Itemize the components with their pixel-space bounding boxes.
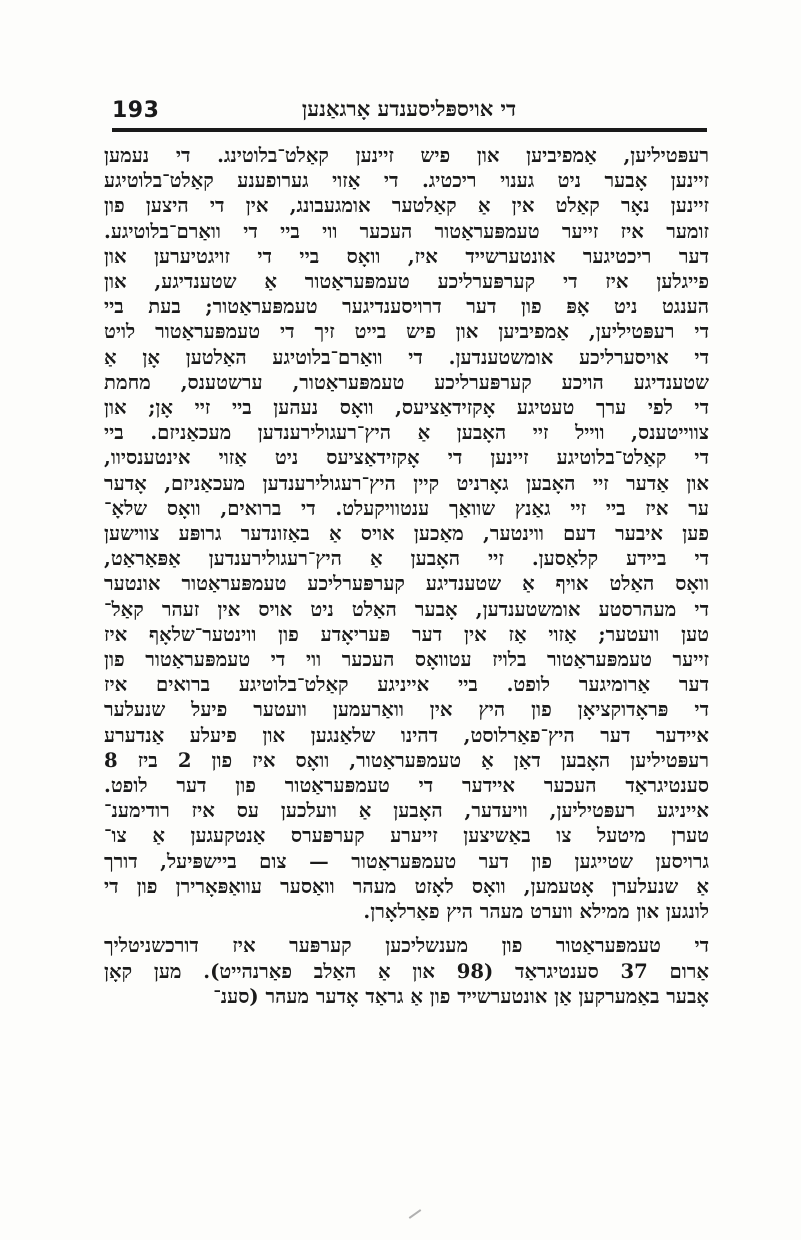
text-line: טערן מיטעל צו באַשיצען זייערע קערפּערס אַנטקעגען אַ צו־ [104, 824, 709, 848]
text-line: הענגט ניט אָפּ פון דער דרויסענדיגער טעמפּעראַטור; בעת ביי [104, 295, 709, 319]
text-line: איידער דער היץ־פאַרלוסט, דהינו שלאַנגען און פיעלע אַנדערע [104, 723, 709, 747]
text-line: פייגלען איז די קערפּערליכע טעמפּעראַטור אַ שטענדיגע, און [104, 270, 709, 294]
text-line: סענטיגראַד העכער איידער די טעמפּעראַטור פון דער לופט. [104, 774, 709, 798]
text-line: דער אַרומיגער לופט. ביי אייניגע קאַלט־בלוטיגע ברואים איז [104, 673, 709, 697]
stray-mark [409, 1209, 422, 1219]
text-line: אייניגע רעפּטיליען, וויעדער, האָבען אַ וועלכען עס איז רודימענ־ [104, 799, 709, 823]
text-line: די אויסערליכע אומשטענדען. די וואַרם־בלוטיגע האַלטען אָן אַ [104, 345, 709, 369]
paragraph-1 [104, 143, 709, 924]
text-line: די מעהרסטע אומשטענדען, אָבער האַלט ניט אויס אין זעהר קאַל־ [104, 597, 709, 621]
text-line: די טעמפּעראַטור פון מענשליכען קערפּער איז דורכשניטליך [104, 934, 709, 958]
text-line: רעפּטיליען, אַמפיביען און פיש זיינען קאַלט־בלוטינג. די נעמען [104, 144, 709, 167]
text-line: זיינען אָבער ניט גענוי ריכטיג. די אַזוי גערופענע קאַלט־בלוטיגע [104, 169, 709, 193]
text-line: די קאַלט־בלוטיגע זיינען די אָקזידאַציעס ניט אַזוי אינטענסיוו, [104, 446, 709, 470]
text-line: די פּראָדוקציאָן פון היץ אין וואַרעמען וועטער פיעל שנעלער [104, 698, 709, 722]
text-line: ער איז ביי זיי גאַנץ שוואַך ענטוויקעלט. די ברואים, וואָס שלאָ־ [104, 496, 709, 520]
text-line: שטענדיגע הויכע קערפּערליכע טעמפּעראַטור, ערשטענס, מחמת [104, 370, 709, 394]
running-head: די אויספּליסענדע אָרגאַנען [301, 96, 517, 121]
text-line: די לפי ערך טעטיגע אָקזידאַציעס, וואָס נעהען ביי זיי אָן; און [104, 396, 709, 420]
text-line: די רעפּטיליען, אַמפיביען און פיש בייט זיך די טעמפּעראַטור לויט [104, 320, 709, 344]
paragraph-2 [104, 933, 709, 1009]
text-line: גרויסען שטייגען פון דער טעמפּעראַטור — צום ביישפּיעל, דורך [104, 849, 709, 873]
page-number: 193 [112, 98, 160, 123]
text-line: וואָס האַלט אויף אַ שטענדיגע קערפּערליכע טעמפּעראַטור אונטער [104, 572, 709, 596]
text-line: פען איבער דעם ווינטער, מאַכען אויס אַ באַזונדער גרופּע צווישען [104, 522, 709, 546]
text-line: אָבער באַמערקען אַן אונטערשייד פון אַ גראַד אָדער מעהר (סענ־ [213, 984, 709, 1008]
text-line: די ביידע קלאַסען. זיי האָבען אַ היץ־רעגולירענדען אַפּאַראַט, [104, 547, 709, 571]
text-line: טען וועטער; אַזוי אַז אין דער פּעריאָדע פון ווינטער־שלאָף איז [104, 622, 709, 646]
text-line: זייער טעמפּעראַטור בלויז עטוואָס העכער ווי די טעמפּעראַטור פון [104, 648, 709, 672]
text-line: אַרום 37 סענטיגראַד (98 און אַ האַלב פאַרנהייט). מען קאָן [104, 959, 709, 983]
text-line: דער ריכטיגער אונטערשייד איז, וואָס ביי די זויגטיערען און [104, 244, 709, 268]
body-text [104, 143, 709, 1009]
text-line: צווייטענס, ווייל זיי האָבען אַ היץ־רעגולירענדען מעכאַניזם. ביי [104, 421, 709, 445]
text-line: רעפּטיליען האָבען דאַן אַ טעמפּעראַטור, וואָס איז פון 2 ביז 8 [104, 748, 709, 772]
text-line: זומער איז זייער טעמפּעראַטור העכער ווי ביי די וואַרם־בלוטיגע. [104, 219, 709, 243]
page-header [112, 96, 707, 128]
text-line: און אַדער זיי האָבען גאָרניט קיין היץ־רעגולירענדען מעכאַניזם, אָדער [104, 471, 709, 495]
text-line: אַ שנעלערן אָטעמען, וואָס לאָזט מעהר וואַסער עוואַפּאָרירן פון די [104, 874, 709, 898]
text-line: לונגען און ממילא ווערט מעהר היץ פאַרלאָרן. [363, 900, 709, 924]
text-line: זיינען נאָר קאַלט אין אַ קאַלטער אומגעבונג, אין די היצען פון [104, 194, 709, 218]
header-rule [112, 128, 707, 132]
